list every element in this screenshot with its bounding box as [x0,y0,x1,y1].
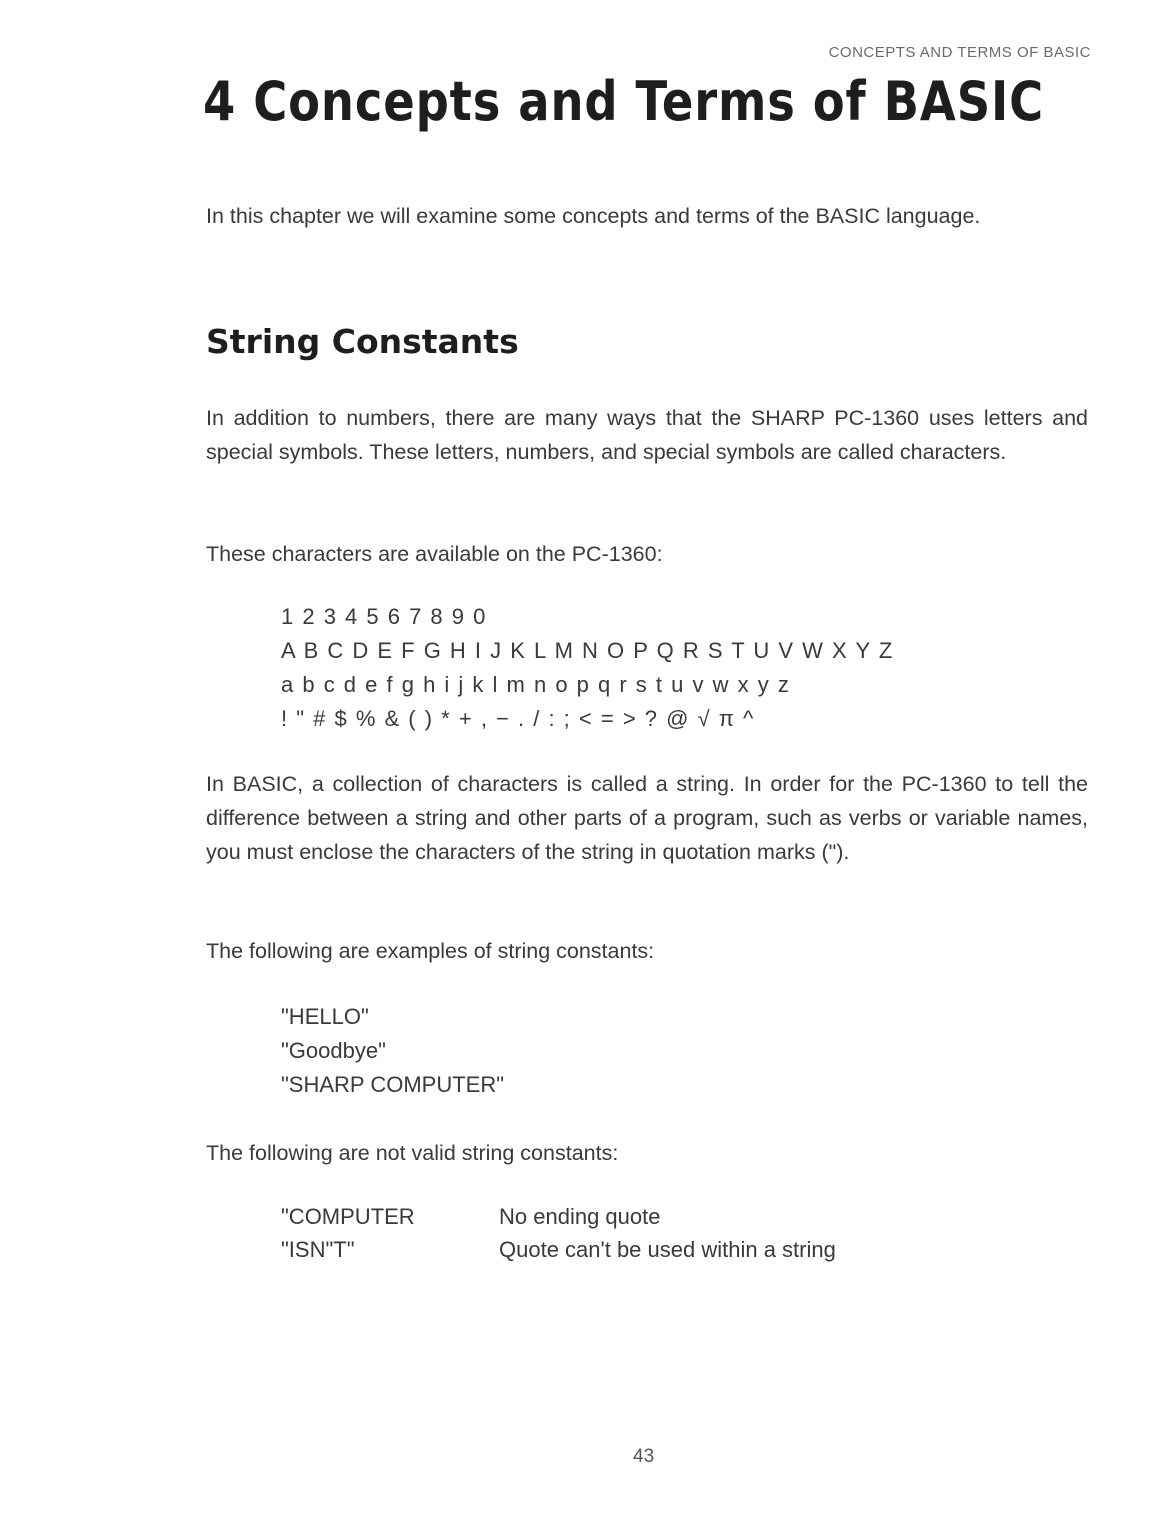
examples-paragraph: The following are examples of string constants: [206,939,655,963]
invalid-paragraph: The following are not valid string constants: [206,1141,619,1165]
char-line-uppercase: A B C D E F G H I J K L M N O P Q R S T U V W X Y Z [281,638,893,663]
intro-paragraph: In this chapter we will examine some concepts and terms of the BASIC language. [206,204,981,228]
char-line-lowercase: a b c d e f g h i j k l m n o p q r s t u v w x y z [281,672,789,697]
invalid-reason: Quote can't be used within a string [499,1237,836,1262]
chapter-title: 4 Concepts and Terms of BASIC [203,70,1045,133]
valid-example: "SHARP COMPUTER" [281,1072,505,1097]
available-paragraph: These characters are available on the PC-1360: [206,542,663,566]
section-heading: String Constants [206,322,519,361]
string-paragraph: In BASIC, a collection of characters is called a string. In order for the PC-1360 to tell the difference between a string and other parts of a program, such as verbs or variable names, you must enclose the characters of the string in quotation marks ("). [206,772,1088,864]
char-line-digits: 1 2 3 4 5 6 7 8 9 0 [281,604,486,629]
invalid-reason: No ending quote [499,1204,661,1229]
invalid-code: "COMPUTER [281,1204,415,1229]
running-head: CONCEPTS AND TERMS OF BASIC [828,44,1091,61]
valid-example: "Goodbye" [281,1038,386,1063]
characters-paragraph: In addition to numbers, there are many ways that the SHARP PC-1360 uses letters and special symbols. These letters, numbers, and special symbols are called characters. [206,406,1088,464]
page-number: 43 [633,1446,655,1467]
char-line-symbols: ! " # $ % & ( ) * + , − . / : ; < = > ? @ √ π ^ [281,706,754,731]
invalid-code: "ISN"T" [281,1237,355,1262]
valid-example: "HELLO" [281,1004,369,1029]
